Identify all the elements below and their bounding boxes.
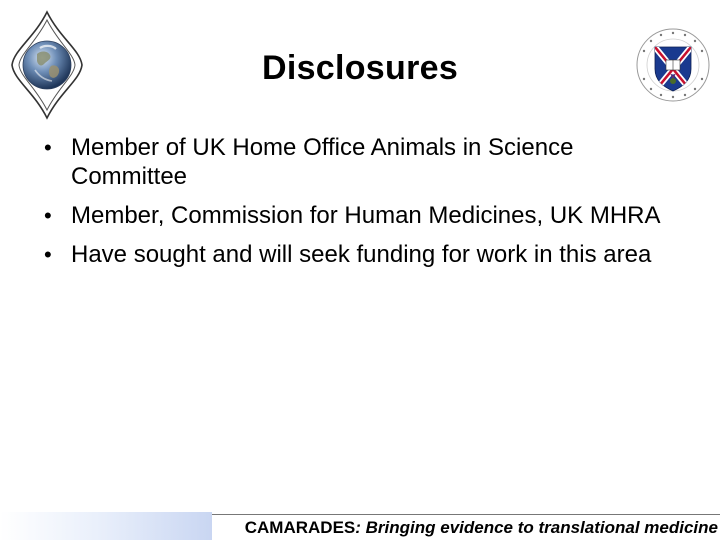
bullet-text: Member, Commission for Human Medicines, UK MHRA (71, 202, 661, 229)
bullet-marker: • (44, 203, 52, 228)
bullet-item (44, 133, 684, 191)
bullet-item (44, 201, 684, 230)
bullet-text: Member of UK Home Office Animals in Science Committee (71, 134, 574, 190)
bullet-marker: • (44, 242, 52, 267)
bullet-marker: • (44, 135, 52, 160)
footer-tagline (212, 516, 718, 540)
footer-divider (212, 514, 720, 515)
footer-gradient-bar (0, 512, 212, 540)
bullet-list (44, 133, 684, 279)
bullet-item (44, 240, 684, 269)
bullet-text: Have sought and will seek funding for work in this area (71, 241, 652, 268)
slide-title: Disclosures (261, 49, 459, 87)
footer-tagline-text: : Bringing evidence to translational medicine (355, 518, 718, 537)
footer-brand: CAMARADES (244, 518, 356, 537)
